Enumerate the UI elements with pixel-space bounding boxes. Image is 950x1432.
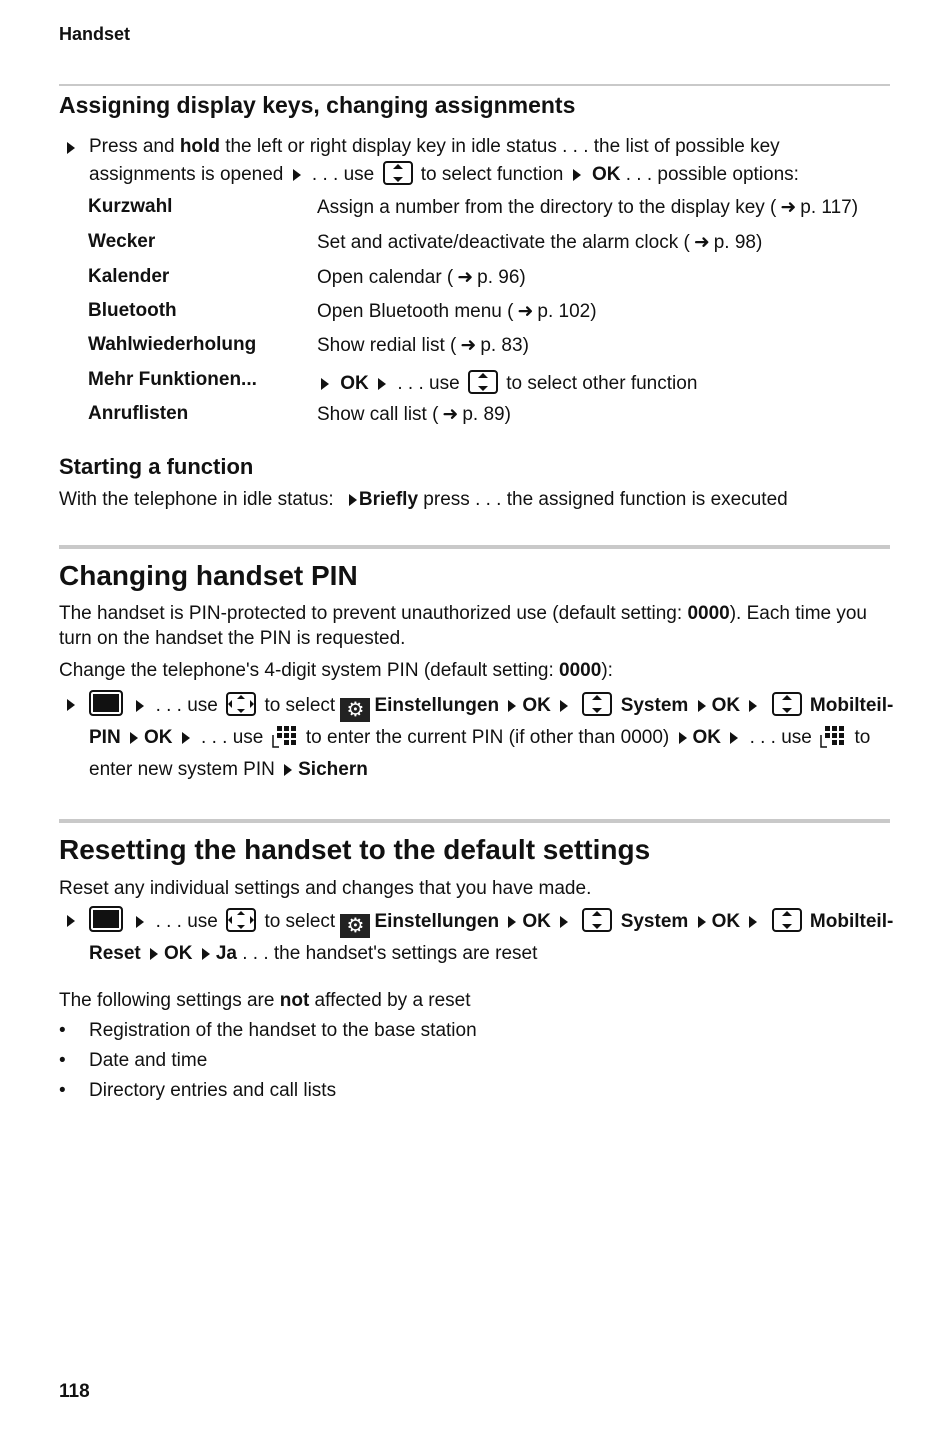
section-title-pin: Changing handset PIN	[59, 560, 358, 591]
gear-icon: ⚙	[340, 914, 370, 938]
text: to select other function	[506, 373, 698, 394]
text: . . . use	[749, 727, 812, 748]
option-desc	[317, 300, 597, 323]
emphasis: not	[279, 990, 310, 1011]
step-change-pin	[59, 690, 894, 786]
section-divider	[59, 819, 890, 823]
ref-arrow-icon: ➜	[442, 404, 459, 425]
section-title-reset: Resetting the handset to the default settings	[59, 834, 651, 865]
option-desc	[317, 266, 526, 289]
list-item: • Registration of the handset to the base station	[59, 1016, 477, 1046]
list-item: • Date and time	[59, 1046, 477, 1076]
step-reset	[59, 906, 894, 970]
section-divider	[59, 545, 890, 549]
arrow-right-icon	[560, 700, 568, 712]
ref-arrow-icon: ➜	[780, 197, 797, 218]
text: enter new system PIN	[89, 759, 275, 780]
nav-up-down-key-icon	[771, 691, 803, 717]
emphasis: 0000	[559, 660, 602, 681]
arrow-right-icon	[508, 700, 516, 712]
text: Press and	[89, 136, 180, 157]
arrow-right-icon	[749, 700, 757, 712]
text: . . . the handset's settings are reset	[242, 943, 538, 964]
ok-label: OK	[711, 695, 741, 716]
option-desc	[317, 231, 762, 254]
desc-text: Show redial list (	[317, 335, 457, 356]
option-desc	[317, 403, 511, 426]
menu-einstellungen: Einstellungen	[374, 695, 500, 716]
subsection-title-starting: Starting a function	[59, 454, 254, 479]
arrow-right-icon	[730, 732, 738, 744]
pin-paragraph-2	[59, 658, 890, 683]
text-line	[59, 601, 890, 626]
starting-paragraph	[59, 487, 890, 512]
ok-label: OK	[692, 727, 721, 748]
option-key: Bluetooth	[88, 300, 177, 321]
menu-pin: PIN	[89, 727, 121, 748]
nav-up-down-key-icon	[581, 907, 613, 933]
text: to select function	[420, 164, 564, 185]
text: . . . use	[397, 373, 460, 394]
arrow-right-icon	[573, 169, 581, 181]
arrow-right-icon	[698, 916, 706, 928]
text: ):	[601, 660, 613, 681]
step-line	[89, 690, 894, 722]
text-line: turn on the handset the PIN is requested.	[59, 628, 406, 649]
option-key: Wecker	[88, 231, 156, 252]
arrow-right-icon	[293, 169, 301, 181]
text: to select	[264, 911, 336, 932]
page-ref: p. 83)	[480, 335, 529, 356]
step-line	[89, 938, 890, 970]
step-line	[89, 136, 890, 158]
step-marker-icon	[67, 699, 75, 711]
arrow-right-icon	[136, 916, 144, 928]
ok-label: OK	[522, 695, 551, 716]
text: . . . use	[311, 164, 375, 185]
step-line	[89, 160, 890, 186]
arrow-right-icon	[349, 494, 357, 506]
page-number: 118	[59, 1381, 90, 1402]
not-affected-paragraph	[59, 988, 890, 1013]
menu-reset: Reset	[89, 943, 141, 964]
desc-text: Open Bluetooth menu (	[317, 301, 514, 322]
step-marker-icon	[67, 915, 75, 927]
menu-key-icon	[89, 906, 123, 932]
option-key: Wahlwiederholung	[88, 334, 257, 355]
arrow-right-icon	[679, 732, 687, 744]
text: Change the telephone's 4-digit system PIN (default setting:	[59, 660, 560, 681]
option-key: Anruflisten	[88, 403, 189, 424]
nav-up-down-key-icon	[581, 691, 613, 717]
text: . . . possible options:	[625, 164, 799, 185]
ok-label: OK	[711, 911, 741, 932]
not-affected-list	[59, 1016, 477, 1106]
list-item: • Directory entries and call lists	[59, 1076, 477, 1106]
text: to select	[264, 695, 336, 716]
text: The handset is PIN-protected to prevent unauthorized use (default setting:	[59, 603, 688, 624]
menu-ja: Ja	[215, 943, 237, 964]
text: . . . use	[201, 727, 264, 748]
step-line	[89, 754, 890, 786]
gear-icon: ⚙	[340, 698, 370, 722]
ok-label: OK	[164, 943, 193, 964]
ref-arrow-icon: ➜	[457, 267, 474, 288]
option-key: Mehr Funktionen...	[88, 369, 257, 390]
page-ref: p. 98)	[713, 232, 763, 253]
option-key: Kurzwahl	[88, 196, 173, 217]
menu-mobilteil: Mobilteil-	[809, 911, 894, 932]
arrow-right-icon	[284, 764, 292, 776]
menu-mobilteil: Mobilteil-	[809, 695, 894, 716]
running-head: Handset	[59, 24, 131, 44]
step-marker-icon	[67, 142, 75, 154]
ref-arrow-icon: ➜	[693, 232, 710, 253]
step-line	[89, 906, 894, 938]
step-assign-keys	[59, 136, 890, 188]
text: the left or right display key in idle status . . . the list of possible key	[219, 136, 780, 157]
text: press	[418, 489, 470, 510]
text: assignments is opened	[89, 164, 284, 185]
text: affected by a reset	[309, 990, 471, 1011]
text: . . . use	[155, 911, 218, 932]
page-ref: p. 117)	[800, 197, 859, 218]
menu-system: System	[620, 695, 689, 716]
nav-up-down-key-icon	[771, 907, 803, 933]
pin-paragraph-1	[59, 601, 890, 651]
text: The following settings are	[59, 990, 280, 1011]
text: . . . the assigned function is executed	[475, 489, 788, 510]
step-line	[89, 722, 890, 754]
menu-key-icon	[89, 690, 123, 716]
arrow-right-icon	[182, 732, 190, 744]
arrow-right-icon	[508, 916, 516, 928]
option-desc	[317, 196, 858, 219]
option-key: Kalender	[88, 266, 170, 287]
ref-arrow-icon: ➜	[517, 301, 534, 322]
menu-sichern: Sichern	[298, 759, 368, 780]
text: . . . use	[155, 695, 218, 716]
page-ref: p. 96)	[477, 267, 526, 288]
option-desc	[317, 334, 529, 357]
arrow-right-icon	[136, 700, 144, 712]
desc-text: Set and activate/deactivate the alarm clock (	[317, 232, 690, 253]
nav-4way-key-icon	[225, 907, 257, 933]
text: to	[854, 727, 871, 748]
text: With the telephone in idle status:	[59, 489, 334, 510]
arrow-right-icon	[749, 916, 757, 928]
ref-arrow-icon: ➜	[460, 335, 477, 356]
nav-up-down-key-icon	[382, 160, 414, 186]
menu-einstellungen: Einstellungen	[374, 911, 500, 932]
desc-text: Open calendar (	[317, 267, 454, 288]
arrow-right-icon	[130, 732, 138, 744]
text: to enter the current PIN (if other than 0000)	[305, 727, 670, 748]
ok-label: OK	[591, 164, 621, 185]
option-desc	[317, 369, 697, 395]
arrow-right-icon	[560, 916, 568, 928]
keypad-icon	[271, 723, 299, 749]
arrow-right-icon	[698, 700, 706, 712]
page-ref: p. 89)	[462, 404, 511, 425]
menu-system: System	[620, 911, 689, 932]
section-divider	[59, 84, 890, 86]
desc-text: Show call list (	[317, 404, 439, 425]
text: ). Each time you	[729, 603, 867, 624]
arrow-right-icon	[150, 948, 158, 960]
keypad-icon	[819, 723, 847, 749]
arrow-right-icon	[202, 948, 210, 960]
page-ref: p. 102)	[537, 301, 597, 322]
ok-label: OK	[522, 911, 551, 932]
emphasis: Briefly	[358, 489, 419, 510]
section-title-display-keys: Assigning display keys, changing assignments	[59, 92, 576, 118]
emphasis: 0000	[687, 603, 730, 624]
arrow-right-icon	[321, 378, 329, 390]
reset-paragraph: Reset any individual settings and changes that you have made.	[59, 878, 592, 899]
emphasis: hold	[179, 136, 220, 157]
desc-text: Assign a number from the directory to the display key (	[317, 197, 777, 218]
arrow-right-icon	[378, 378, 386, 390]
nav-4way-key-icon	[225, 691, 257, 717]
nav-up-down-key-icon	[467, 369, 499, 395]
ok-label: OK	[143, 727, 173, 748]
ok-label: OK	[340, 373, 369, 394]
